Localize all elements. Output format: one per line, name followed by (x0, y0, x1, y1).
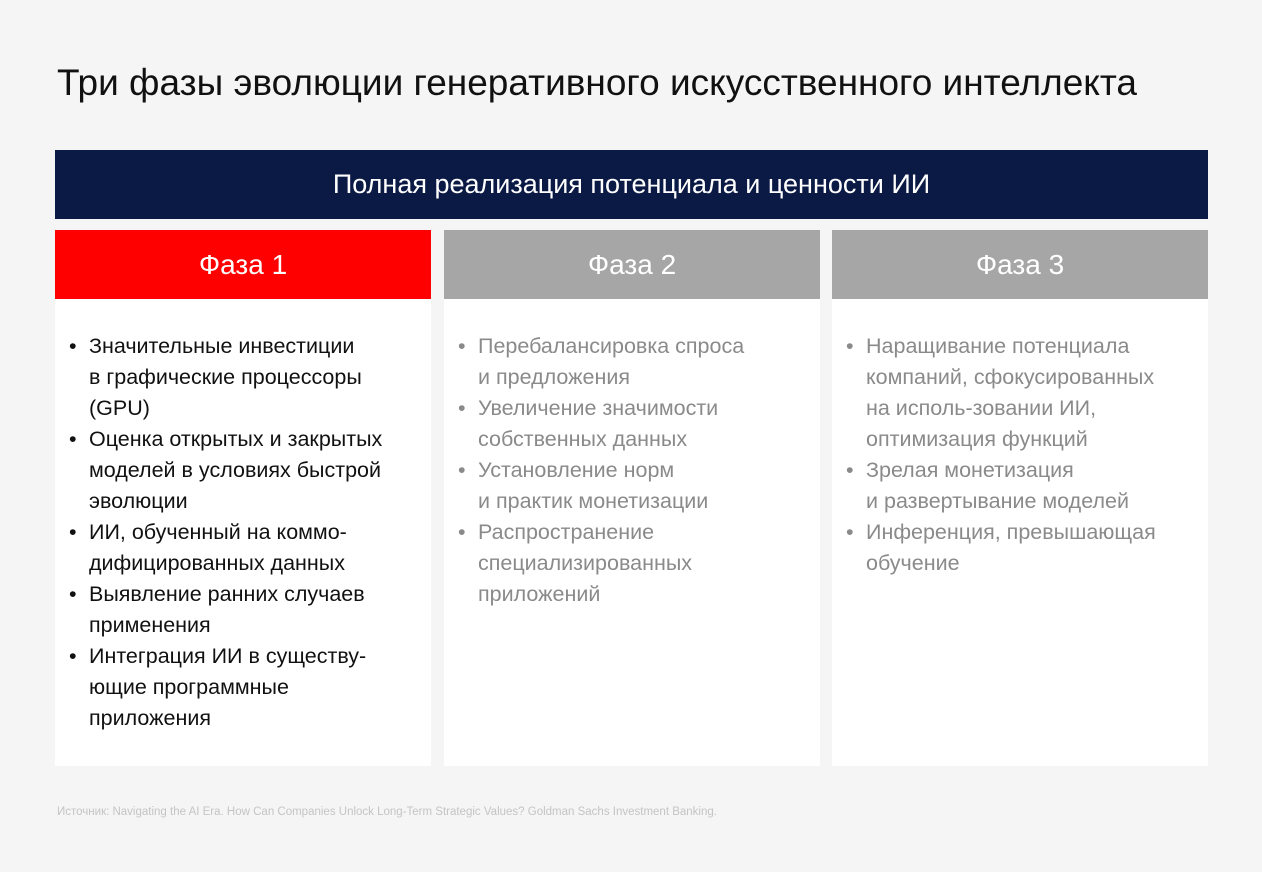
phase-label: Фаза 3 (975, 248, 1065, 280)
bullet-icon: • (69, 334, 77, 358)
list-item-text: Распространение специализированных приложений (478, 520, 693, 606)
phase-card (444, 299, 820, 766)
list-item (69, 641, 421, 734)
phase-label: Фаза 2 (587, 248, 677, 280)
phase-header (832, 230, 1208, 299)
list-item-text: Установление норм и практик монетизации (478, 458, 709, 513)
list-item-text: Наращивание потенциала компаний, сфокусированных на исполь-зовании ИИ, оптимизация функций (866, 334, 1155, 451)
list-item (69, 424, 421, 517)
list-item (458, 331, 810, 393)
list-item (69, 579, 421, 641)
list-item-text: Зрелая монетизация и развертывание моделей (866, 458, 1129, 513)
list-item-text: Увеличение значимости собственных данных (478, 396, 719, 451)
phase-column-1 (55, 230, 431, 766)
list-item (458, 517, 810, 610)
bullet-icon: • (846, 520, 854, 544)
list-item (846, 517, 1198, 579)
list-item-text: Выявление ранних случаев применения (89, 582, 365, 637)
list-item (458, 393, 810, 455)
bullet-icon: • (846, 334, 854, 358)
list-item-text: Интеграция ИИ в существу- ющие программные приложения (89, 644, 367, 730)
bullet-icon: • (458, 520, 466, 544)
phase-column-3 (832, 230, 1208, 766)
bullet-icon: • (69, 427, 77, 451)
list-item (846, 455, 1198, 517)
list-item (69, 331, 421, 424)
bullet-icon: • (69, 582, 77, 606)
bullet-icon: • (458, 334, 466, 358)
bullet-icon: • (458, 396, 466, 420)
list-item (458, 455, 810, 517)
list-item-text: Оценка открытых и закрытых моделей в условиях быстрой эволюции (89, 427, 383, 513)
list-item (69, 517, 421, 579)
bullet-icon: • (458, 458, 466, 482)
banner-text: Полная реализация потенциала и ценности ИИ (332, 169, 931, 199)
phase-card (832, 299, 1208, 766)
phase-card (55, 299, 431, 766)
bullet-icon: • (69, 520, 77, 544)
list-item-text: Значительные инвестиции в графические процессоры (GPU) (89, 334, 362, 420)
phase-column-2 (444, 230, 820, 766)
bullet-icon: • (69, 644, 77, 668)
phase-header (55, 230, 431, 299)
list-item-text: ИИ, обученный на коммо- дифицированных данных (89, 520, 347, 575)
phase-label: Фаза 1 (198, 248, 288, 280)
phase-header (444, 230, 820, 299)
list-item-text: Перебалансировка спроса и предложения (478, 334, 745, 389)
list-item-text: Инференция, превышающая обучение (866, 520, 1156, 575)
page-title: Три фазы эволюции генеративного искусственного интеллекта (57, 62, 1138, 103)
source-note: Источник: Navigating the AI Era. How Can Companies Unlock Long-Term Strategic Values? Goldman Sachs Investment Banking. (57, 806, 717, 818)
bullet-icon: • (846, 458, 854, 482)
banner (55, 150, 1208, 219)
list-item (846, 331, 1198, 455)
